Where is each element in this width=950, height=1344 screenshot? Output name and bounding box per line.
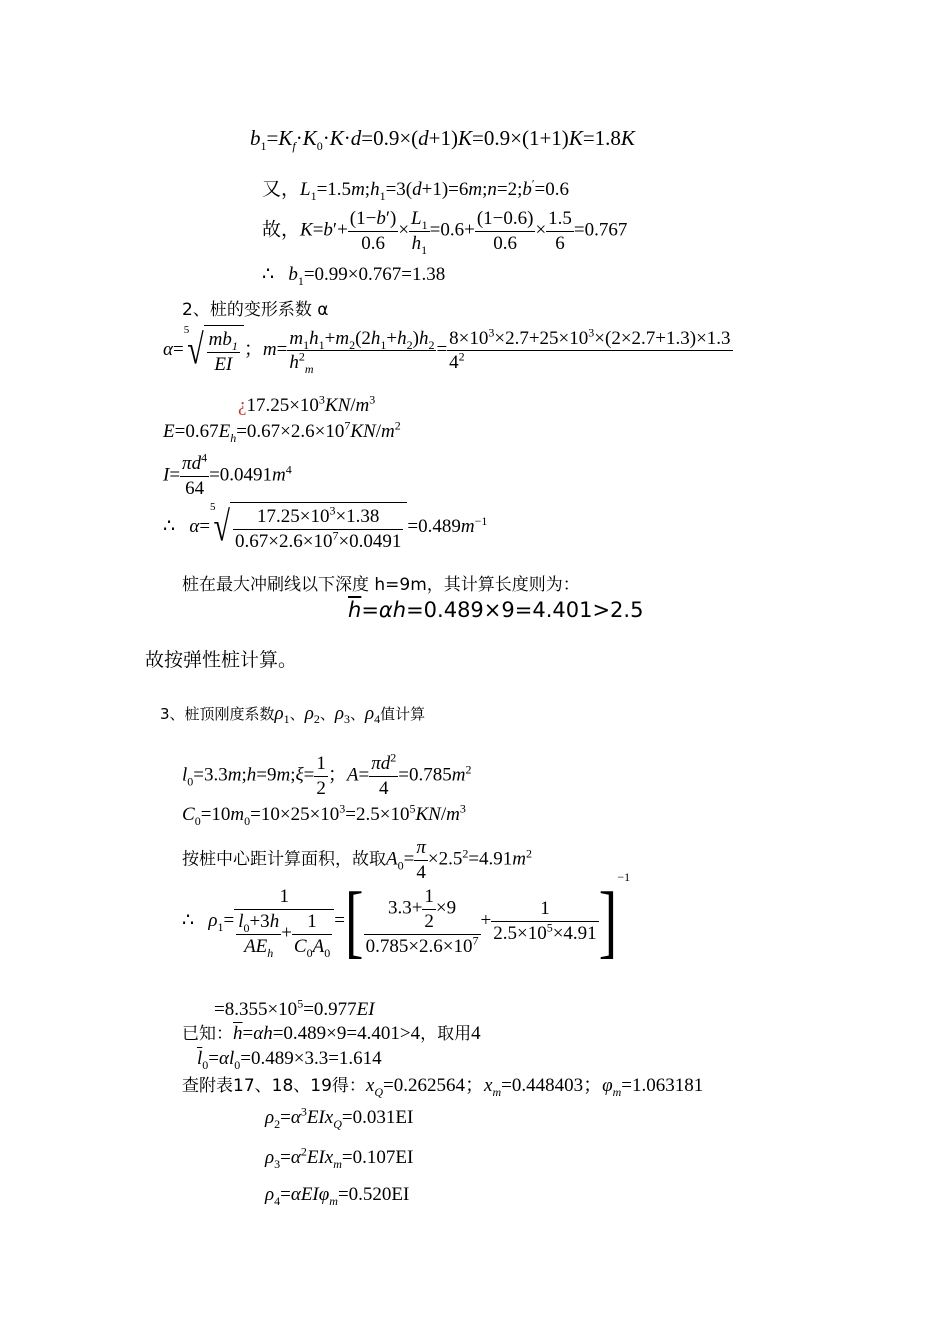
rho1-result: $=8.355\times 10^5=0.977EI$ xyxy=(214,996,375,1020)
rho2-line: $\rho_2=\alpha^3EIx_Q=0.031EI$ xyxy=(265,1104,414,1131)
b1-formula: $b_1=K_f\cdot K_0\cdot K\cdot d=0.9\times(d+1)K=0.9\times(1+1)K=1.8K$ xyxy=(250,126,635,154)
elastic-text: 故按弹性桩计算。 xyxy=(145,649,298,671)
l0bar-line: $\overline{l}_0=\alpha l_0=0.489\times 3.3=1.614$ xyxy=(197,1048,382,1072)
rho4-line: $\rho_4=\alpha EI\varphi_m=0.520EI$ xyxy=(265,1184,410,1208)
l0-line: $l_0=3.3m;h=9m;\xi=$ $\frac{1}{2}$ ；A= $\frac{\pi d^2}{4}$ $=0.785m^2$ xyxy=(182,750,472,799)
gu-line: 故，K=b′+ $\frac{(1-b')}{0.6}$ × $\frac{L_1}{h_1}$ =0.6+ $\frac{(1-0.6)}{0.6}$ × $\frac{1.5}{6}$ =0.767 xyxy=(262,208,628,257)
m-value: ¿$17.25\times 10^3KN/m^3$ xyxy=(238,392,376,416)
you-line: 又，$L_1=1.5m;h_1=3(d+1)=6m;n=2;b'=0.6$ xyxy=(262,176,569,203)
alpha-def: α=$^5$√ $\frac{mb_1}{EI}$ ；m= $\frac{m_1h_1+m_2(2h_1+h_2)h_2}{h^2_m}$ = $\frac{8\times 10^3\times 2.7+25\times 10^3\times(2\times 2.7+1.3)\times 1.3}{4^2}$ xyxy=(163,324,731,377)
alpha-result: ∴ α=$^5$√ $\frac{17.25\times 10^3\times 1.38}{0.67\times 2.6\times 10^7\times 0.0491}$ $=0.489m^{-1}$ xyxy=(163,501,488,552)
C0-line: $C_0=10m_0=10\times 25\times 10^3=2.5\times 10^5KN/m^3$ xyxy=(182,801,466,828)
A0-line: 按桩中心距计算面积，故取$A_0=$ $\frac{\pi}{4}$ $\times 2.5^2=4.91m^2$ xyxy=(182,837,533,883)
sec2-title: 2、桩的变形系数 α xyxy=(182,300,329,320)
hbar-line: $\overline{h}=\alpha h=0.489\times 9=4.401>2.5$ xyxy=(348,598,644,622)
I-line: I= $\frac{\pi d^4}{64}$ $=0.0491m^4$ xyxy=(163,450,292,499)
b1-result: ∴ $b_1=0.99\times 0.767=1.38$ xyxy=(262,264,446,288)
rho3-line: $\rho_3=\alpha^2EIx_m=0.107EI$ xyxy=(265,1144,414,1171)
depth-text: 桩在最大冲刷线以下深度 h=9m，其计算长度则为： xyxy=(182,575,580,595)
rho1-line: ∴ $\rho_1=$ 1 $l_0+3h$ $AE_h$ + $\frac{1}{C_0A_0}$ =[ 3.3+ $\frac{1}{2}$ ×9 $0.785\times 2.6\times 10^7$ + $\frac{1}{2.5\times 10^5\times 4.91}$ ]$^{-1}$ xyxy=(182,870,631,967)
sec3-title: 3、桩顶刚度系数$\rho_1$、$\rho_2$、$\rho_3$、$\rho_4$值计算 xyxy=(160,703,426,726)
table-line: 查附表17、18、19得：$x_Q=0.262564$；$x_m=0.448403$；$\varphi_m=1.063181$ xyxy=(182,1074,704,1099)
known-hbar: 已知：$\overline{h}=\alpha h=0.489\times 9=4.401>4$，取用4 xyxy=(182,1023,481,1044)
E-line: $E=0.67E_h=0.67\times 2.6\times 10^7KN/m^2$ xyxy=(163,418,401,445)
